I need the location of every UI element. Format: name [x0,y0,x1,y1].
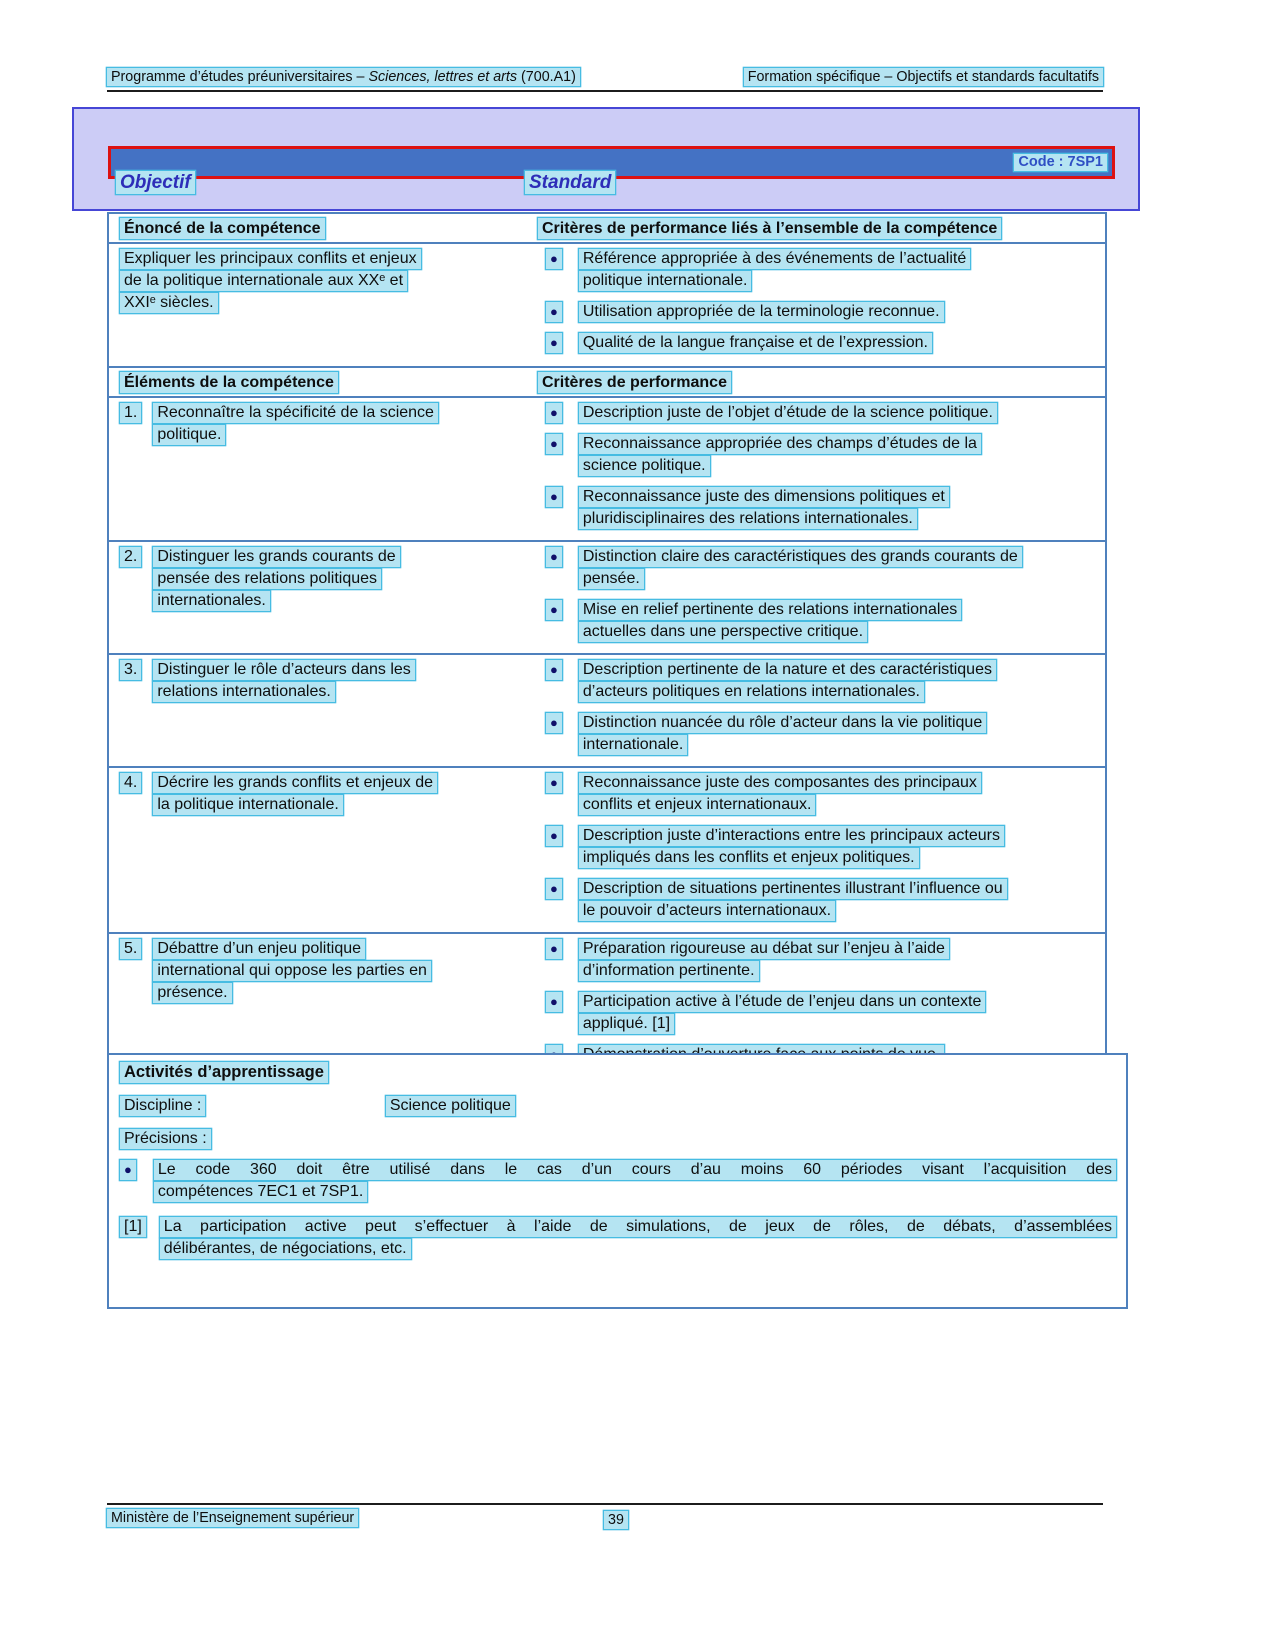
bullet-icon: ● [546,992,562,1012]
text-line: le pouvoir d’acteurs internationaux. [579,901,835,921]
bullet-icon: ● [546,403,562,423]
row-number: 5. [120,939,141,959]
header-section-title: Formation spécifique – Objectifs et standards facultatifs [744,68,1103,86]
element-text [153,660,533,704]
standard-label: Standard [525,171,615,194]
text-line: politique. [153,425,225,445]
element-row [109,766,1105,932]
criterion-text [579,773,1095,817]
criterion-item [546,879,1095,923]
text-line: La participation active peut s’effectuer à l’aide de simulations, de jeux de rôles, de débats, d’assemblées [160,1217,1116,1237]
criterion-text [579,302,1095,324]
competence-table-header [109,214,1105,244]
text-line-wrap [153,961,533,981]
criterion-item [546,600,1095,644]
text-line-wrap [579,992,1095,1012]
discipline-label: Discipline : [120,1096,205,1116]
text-line-wrap [579,403,1095,423]
criterion-text [579,600,1095,644]
text-line-wrap [579,622,1095,642]
text-line-wrap [579,660,1095,680]
text-line: Expliquer les principaux conflits et enjeux [120,249,421,269]
criterion-text [579,403,1095,425]
text-line: Qualité de la langue française et de l’expression. [579,333,932,353]
bullet-icon: ● [546,773,562,793]
criterion-item [546,403,1095,425]
element-text [153,939,533,1005]
criterion-text [579,487,1095,531]
criterion-text [579,660,1095,704]
bullet-icon: ● [546,713,562,733]
criterion-item [546,826,1095,870]
text-line: Distinction claire des caractéristiques des grands courants de [579,547,1022,567]
text-line-wrap [153,773,533,793]
text-line: Description de situations pertinentes illustrant l’influence ou [579,879,1007,899]
text-line: conflits et enjeux internationaux. [579,795,816,815]
text-line: Description juste de l’objet d’étude de la science politique. [579,403,997,423]
precisions-row [120,1129,1116,1149]
text-line: compétences 7EC1 et 7SP1. [154,1182,367,1202]
text-line: XXIᵉ siècles. [120,293,218,313]
criterion-text [579,992,1095,1036]
criterion-item [546,547,1095,591]
header-program-name: Sciences, lettres et arts [368,69,518,85]
text-line: présence. [153,983,231,1003]
text-line-wrap [579,249,1095,269]
elements-rows [109,398,1105,1076]
element-text [153,773,533,817]
criteria-cell [541,773,1105,932]
text-line: pensée. [579,569,644,589]
criterion-item [120,1160,1116,1204]
text-line: appliqué. [1] [579,1014,674,1034]
precisions-list [120,1160,1116,1204]
text-line: impliqués dans les conflits et enjeux politiques. [579,848,919,868]
bullet-icon: ● [546,434,562,454]
text-line-wrap [579,569,1095,589]
bullet-icon: ● [546,826,562,846]
text-line: de la politique internationale aux XXᵉ et [120,271,407,291]
text-line-wrap [579,713,1095,733]
text-line: Le code 360 doit être utilisé dans le cas d’un cours d’au moins 60 périodes visant l’acquisition des [154,1160,1116,1180]
criterion-item [546,713,1095,757]
text-line-wrap [579,901,1095,921]
criteria-cell [541,403,1105,540]
criterion-item [546,992,1095,1036]
element-cell [109,660,541,766]
row-number: 4. [120,773,141,793]
text-line-wrap [579,735,1095,755]
discipline-row [120,1096,1116,1116]
text-line: internationales. [153,591,270,611]
text-line: Référence appropriée à des événements de l’actualité [579,249,970,269]
text-line-wrap [579,682,1095,702]
text-line: d’acteurs politiques en relations internationales. [579,682,924,702]
criterion-text [579,249,1095,293]
precisions-label: Précisions : [120,1129,211,1149]
header-program-code: (700.A1) [517,69,576,85]
element-row [109,540,1105,653]
row-number: 3. [120,660,141,680]
text-line: Mise en relief pertinente des relations internationales [579,600,961,620]
text-line-wrap [579,961,1095,981]
elements-table [107,366,1107,1078]
running-header [107,68,1103,92]
bullet-icon: ● [546,547,562,567]
text-line-wrap [120,293,533,313]
bullet-icon: ● [546,600,562,620]
competence-header-left-cell [109,218,533,239]
criterion-item [546,434,1095,478]
discipline-value: Science politique [386,1096,515,1116]
course-code: Code : 7SP1 [1014,154,1107,171]
page-number: 39 [604,1511,628,1529]
text-line-wrap [579,547,1095,567]
text-line-wrap [579,939,1095,959]
criterion-item [546,660,1095,704]
text-line: internationale. [579,735,688,755]
element-text [153,403,533,447]
text-line-wrap [153,660,533,680]
bullet-icon: ● [120,1160,136,1180]
text-line: Participation active à l’étude de l’enjeu dans un contexte [579,992,985,1012]
text-line: Reconnaissance appropriée des champs d’études de la [579,434,981,454]
text-line-wrap [153,591,533,611]
text-line: international qui oppose les parties en [153,961,431,981]
text-line-wrap [579,600,1095,620]
row-number: 2. [120,547,141,567]
criterion-text [579,826,1095,870]
criterion-item [546,939,1095,983]
text-line-wrap [579,434,1095,454]
bullet-icon: ● [546,879,562,899]
text-line: Reconnaissance juste des composantes des principaux [579,773,981,793]
criterion-text [579,713,1095,757]
text-line: Description pertinente de la nature et des caractéristiques [579,660,996,680]
element-cell [109,403,541,540]
text-line: la politique internationale. [153,795,342,815]
text-line: Reconnaître la spécificité de la science [153,403,438,423]
text-line: relations internationales. [153,682,334,702]
activities-box [107,1053,1128,1309]
text-line-wrap [579,848,1095,868]
criterion-item [546,333,1095,355]
criteria-cell [541,660,1105,766]
objectif-standard-header [72,107,1140,211]
text-line: politique internationale. [579,271,752,291]
text-line-wrap [154,1182,1116,1202]
text-line-wrap [153,403,533,423]
text-line-wrap [579,333,1095,353]
header-program-title [107,68,580,86]
bullet-icon: ● [546,660,562,680]
text-line: Description juste d’interactions entre les principaux acteurs [579,826,1004,846]
criterion-item [546,487,1095,531]
activities-title: Activités d’apprentissage [120,1062,328,1083]
criterion-item [546,302,1095,324]
text-line: Utilisation appropriée de la terminologie reconnue. [579,302,944,322]
text-line: science politique. [579,456,710,476]
criterion-item [546,773,1095,817]
elements-header-left-cell [109,372,533,393]
text-line: Débattre d’un enjeu politique [153,939,365,959]
criterion-text [579,939,1095,983]
competence-header-left: Énoncé de la compétence [120,218,325,239]
text-line: Préparation rigoureuse au débat sur l’enjeu à l’aide [579,939,949,959]
elements-table-header [109,368,1105,398]
text-line: Reconnaissance juste des dimensions politiques et [579,487,949,507]
element-row [109,653,1105,766]
footnote [120,1217,1116,1261]
header-program-prefix: Programme d’études préuniversitaires – [111,69,369,85]
text-line-wrap [153,795,533,815]
text-line-wrap [579,487,1095,507]
criteria-cell [541,547,1105,653]
text-line-wrap [153,569,533,589]
text-line-wrap [153,425,533,445]
text-line: Distinguer les grands courants de [153,547,399,567]
text-line-wrap [153,682,533,702]
criterion-text [579,879,1095,923]
competence-criteria [541,249,1105,364]
text-line: délibérantes, de négociations, etc. [160,1239,411,1259]
text-line: actuelles dans une perspective critique. [579,622,867,642]
text-line-wrap [154,1160,1116,1180]
text-line-wrap [120,271,533,291]
criterion-text [579,547,1095,591]
text-line: Décrire les grands conflits et enjeux de [153,773,437,793]
text-line-wrap [579,826,1095,846]
activities-title-row [120,1062,1116,1083]
text-line-wrap [153,939,533,959]
text-line-wrap [579,509,1095,529]
text-line: pensée des relations politiques [153,569,381,589]
criterion-text [154,1160,1116,1204]
element-row [109,398,1105,540]
text-line-wrap [579,879,1095,899]
element-cell [109,773,541,932]
criterion-text [579,434,1095,478]
bullet-icon: ● [546,333,562,353]
row-number: 1. [120,403,141,423]
element-text [153,547,533,613]
footnote-marker: [1] [120,1217,146,1237]
running-footer [107,1503,1103,1527]
text-line: pluridisciplinaires des relations internationales. [579,509,917,529]
competence-table-body [109,244,1105,371]
competence-statement [109,249,541,364]
bullet-icon: ● [546,249,562,269]
element-cell [109,547,541,653]
competence-header-right-cell [533,218,1105,239]
text-line-wrap [160,1239,1116,1259]
text-line: d’information pertinente. [579,961,759,981]
criterion-item [546,249,1095,293]
competence-table [107,212,1107,373]
text-line-wrap [160,1217,1116,1237]
elements-header-right-cell [533,372,1105,393]
text-line-wrap [153,983,533,1003]
text-line-wrap [579,795,1095,815]
footnote-text [160,1217,1116,1261]
text-line: Distinction nuancée du rôle d’acteur dans la vie politique [579,713,986,733]
bullet-icon: ● [546,487,562,507]
text-line-wrap [579,1014,1095,1034]
elements-header-left: Éléments de la compétence [120,372,338,393]
bullet-icon: ● [546,302,562,322]
text-line-wrap [579,271,1095,291]
objectif-label: Objectif [116,171,195,194]
text-line: Distinguer le rôle d’acteurs dans les [153,660,414,680]
bullet-icon: ● [546,939,562,959]
text-line-wrap [579,456,1095,476]
text-line-wrap [120,249,533,269]
criterion-text [579,333,1095,355]
text-line-wrap [153,547,533,567]
text-line-wrap [579,302,1095,322]
footer-ministry: Ministère de l’Enseignement supérieur [107,1509,358,1527]
elements-header-right: Critères de performance [538,372,731,393]
competence-header-right: Critères de performance liés à l’ensemble de la compétence [538,218,1001,239]
text-line-wrap [579,773,1095,793]
